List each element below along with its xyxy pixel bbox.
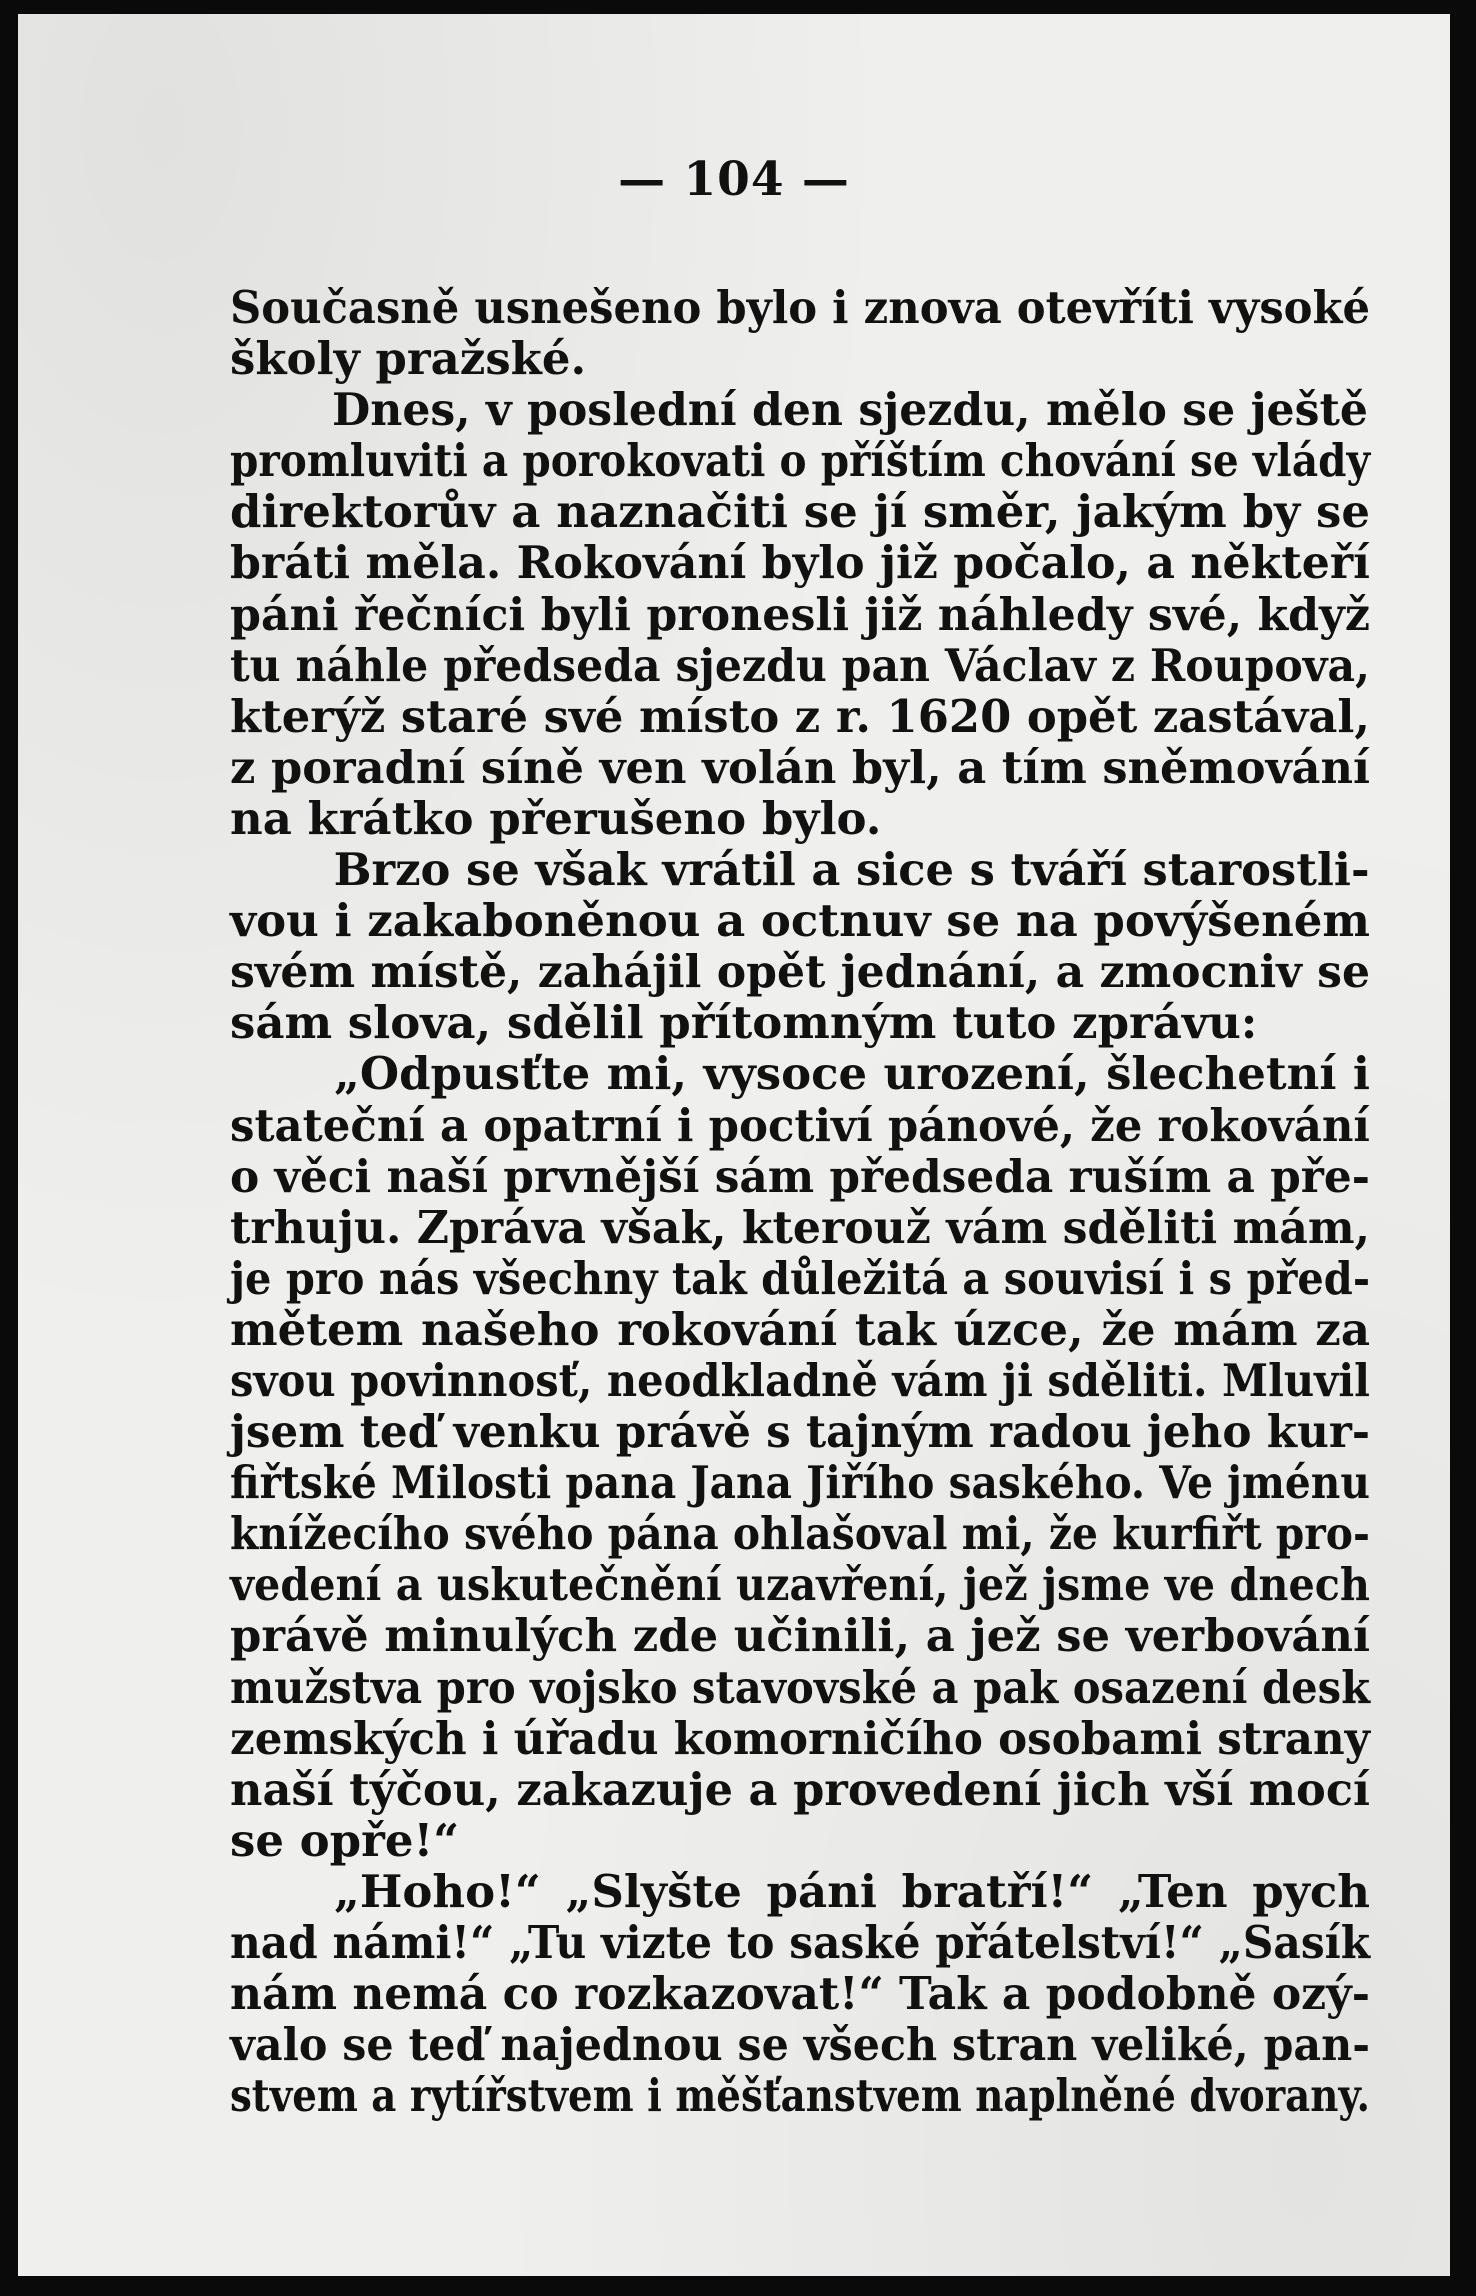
- text-line: sám slova, sdělil přítomným tuto zprávu:: [230, 996, 1258, 1050]
- text-line: se opře!“: [230, 1813, 460, 1867]
- text-line: stvem a rytířstvem i měšťanstvem naplněné dvorany.: [230, 2069, 1370, 2123]
- text-line: naší týčou, zakazuje a provedení jich vší mocí: [230, 1762, 1371, 1816]
- text-line: svém místě, zahájil opět jednání, a zmocniv se: [230, 945, 1371, 999]
- text-line: trhuju. Zpráva však, kterouž vám sděliti mám,: [230, 1200, 1371, 1254]
- text-line: svou povinnosť, neodkladně vám ji sděliti. Mluvil: [230, 1353, 1370, 1407]
- text-line: knížecího svého pána ohlašoval mi, že kurfiřt pro-: [230, 1507, 1370, 1561]
- page-number: — 104 —: [618, 152, 850, 207]
- text-line: bráti měla. Rokování bylo již počalo, a někteří: [230, 536, 1370, 590]
- text-line: z poradní síně ven volán byl, a tím sněmování: [230, 740, 1371, 794]
- text-line: direktorův a naznačiti se jí směr, jakým by se: [230, 485, 1370, 539]
- book-page: [18, 14, 1450, 2276]
- text-line: školy pražské.: [230, 332, 587, 386]
- text-line: stateční a opatrní i poctiví pánové, že rokování: [230, 1098, 1370, 1152]
- text-line: vou i zakaboněnou a octnuv se na povýšeném: [230, 894, 1370, 948]
- text-line: fiřtské Milosti pana Jana Jiřího saského. Ve jménu: [230, 1456, 1370, 1510]
- text-line: zemských i úřadu komorničího osobami strany: [230, 1711, 1370, 1765]
- body-text: [230, 282, 1370, 2121]
- text-line: promluviti a porokovati o příštím chování se vlády: [230, 434, 1371, 488]
- text-line: vedení a uskutečnění uzavření, jež jsme ve dnech: [230, 1558, 1370, 1612]
- text-line: nad námi!“ „Tu vizte to saské přátelství!“ „Sasík: [230, 1916, 1371, 1969]
- text-line: jsem teď venku právě s tajným radou jeho kur-: [230, 1405, 1371, 1459]
- text-line: tu náhle předseda sjezdu pan Václav z Roupova,: [230, 638, 1370, 692]
- text-line: je pro nás všechny tak důležitá a souvisí i s před-: [230, 1251, 1371, 1305]
- text-line: o věci naší prvnější sám předseda ruším a pře-: [230, 1149, 1370, 1203]
- text-line: Brzo se však vrátil a sice s tváří starostli-: [333, 843, 1370, 897]
- text-line: Současně usnešeno bylo i znova otevříti vysoké: [230, 281, 1371, 334]
- text-line: „Hoho!“ „Slyšte páni bratří!“ „Ten pych: [334, 1864, 1370, 1918]
- text-line: nám nemá co rozkazovat!“ Tak a podobně ozý-: [230, 1967, 1370, 2021]
- text-line: právě minulých zde učinili, a jež se verbování: [230, 1609, 1371, 1663]
- text-line: kterýž staré své místo z r. 1620 opět zastával,: [230, 689, 1370, 743]
- text-line: Dnes, v poslední den sjezdu, mělo se ještě: [331, 383, 1368, 437]
- text-line: mužstva pro vojsko stavovské a pak osazení desk: [230, 1660, 1371, 1714]
- text-line: „Odpusťte mi, vysoce urození, šlechetní i: [334, 1047, 1370, 1101]
- text-line: valo se teď najednou se všech stran veliké, pan-: [230, 2018, 1371, 2072]
- text-line: páni řečníci byli pronesli již náhledy své, když: [230, 587, 1370, 641]
- text-line: mětem našeho rokování tak úzce, že mám za: [230, 1302, 1370, 1356]
- text-line: na krátko přerušeno bylo.: [230, 791, 882, 845]
